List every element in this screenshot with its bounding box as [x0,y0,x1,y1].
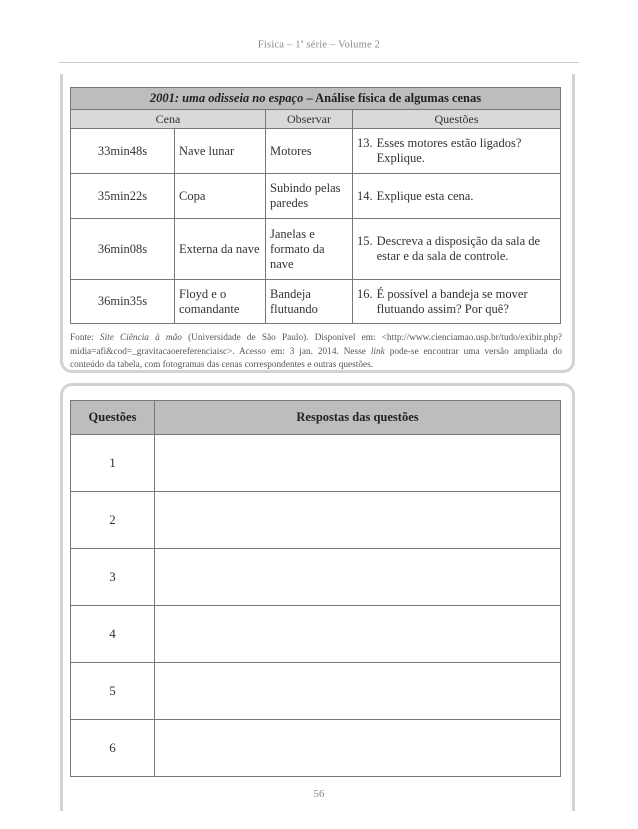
table-row [71,720,561,777]
scene-analysis-table [70,87,561,324]
question-number: 5 [71,663,155,720]
question-number: 1 [71,435,155,492]
header-respostas: Respostas das questões [155,401,561,435]
scene-name: Externa da nave [175,219,266,280]
answer-cell[interactable] [155,435,561,492]
scene-time: 36min08s [71,219,175,280]
answer-cell[interactable] [155,492,561,549]
table-row [71,174,561,219]
header-rule [59,62,579,63]
answer-cell[interactable] [155,663,561,720]
answers-header-row [71,401,561,435]
answer-cell[interactable] [155,720,561,777]
scene-time: 33min48s [71,129,175,174]
page-number: 56 [313,788,325,800]
table-title: 2001: uma odisseia no espaço – Análise física de algumas cenas [71,88,561,110]
table-row [71,549,561,606]
table-row [71,492,561,549]
table-row [71,219,561,280]
source-note: Fonte: Site Ciência à mão (Universidade de São Paulo). Disponível em: <http://www.cienciamao.usp.br/tudo/exibir.php?midia=afi&cod=_gravitacaoereferenciaisc>. Acesso em: 3 jan. 2014. Nesse link pode-se encontrar uma versão ampliada do conteúdo da tabela, com fotogramas das cenas correspondentes e outras questões. [70,333,562,370]
table-title-row [71,88,561,110]
scene-observe: Subindo pelas paredes [266,174,353,219]
table-row [71,606,561,663]
table-header-row [71,110,561,129]
scene-name: Nave lunar [175,129,266,174]
table-row [71,280,561,324]
table-row [71,129,561,174]
header-questoes: Questões [353,110,561,129]
question-number: 4 [71,606,155,663]
scene-observe: Janelas e formato da nave [266,219,353,280]
question-number: 3 [71,549,155,606]
scene-time: 36min35s [71,280,175,324]
scene-name: Copa [175,174,266,219]
scene-time: 35min22s [71,174,175,219]
header-cena: Cena [71,110,266,129]
scene-observe: Bandeja flutuando [266,280,353,324]
question-number: 2 [71,492,155,549]
table-row [71,435,561,492]
scene-question: 13. Esses motores estão ligados? Explique. [353,129,561,174]
header-observar: Observar [266,110,353,129]
question-number: 6 [71,720,155,777]
scene-name: Floyd e o comandante [175,280,266,324]
scene-question: 16. É possível a bandeja se mover flutuando assim? Por quê? [353,280,561,324]
table-row [71,663,561,720]
running-head: Física – 1$^a$ série – Volume 2 [257,39,381,51]
answers-table [70,400,561,777]
answer-cell[interactable] [155,549,561,606]
answer-cell[interactable] [155,606,561,663]
scene-observe: Motores [266,129,353,174]
header-questoes: Questões [71,401,155,435]
scene-question: 15. Descreva a disposição da sala de estar e da sala de controle. [353,219,561,280]
scene-question: 14. Explique esta cena. [353,174,561,219]
